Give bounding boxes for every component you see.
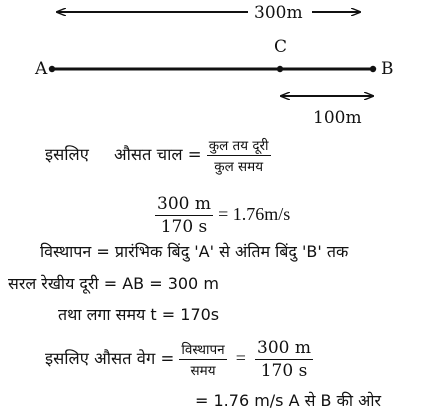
avg-speed-prefix: इसलिए (45, 145, 89, 164)
top-distance-label: 300m (254, 3, 303, 23)
avg-velocity-prefix: इसलिए औसत वेग = (45, 349, 175, 368)
speed-fraction (155, 194, 213, 237)
point-a-label: A (35, 59, 48, 79)
avg-velocity-formula (45, 338, 313, 381)
displacement-line-1: विस्थापन = प्रारंभिक बिंदु 'A' से अंतिम बिंदु 'B' तक (40, 242, 349, 261)
avg-speed-fraction (207, 136, 271, 175)
velocity-numerator-value: 300 m (257, 338, 312, 358)
point-b-label: B (381, 59, 394, 79)
point-c-label: C (274, 37, 288, 57)
speed-calculation (155, 194, 290, 237)
point-c-dot (277, 66, 283, 72)
velocity-fraction-values (255, 338, 313, 381)
avg-speed-denominator: कुल समय (214, 159, 264, 175)
speed-denominator: 170 s (160, 217, 208, 237)
velocity-numerator-word: विस्थापन (181, 342, 225, 358)
point-a-dot (49, 66, 55, 72)
avg-speed-formula (45, 136, 271, 175)
time-taken-line: तथा लगा समय t = 170s (58, 305, 220, 324)
velocity-denominator-value: 170 s (260, 361, 308, 381)
avg-speed-term: औसत चाल = (113, 145, 202, 164)
distance-diagram (0, 0, 432, 130)
bottom-distance-label: 100m (313, 108, 362, 128)
velocity-denominator-word: समय (190, 363, 216, 379)
avg-velocity-result: = 1.76 m/s A से B की ओर (195, 391, 382, 410)
speed-numerator: 300 m (157, 194, 211, 214)
displacement-line-2: सरल रेखीय दूरी = AB = 300 m (8, 274, 219, 293)
point-b-dot (370, 66, 376, 72)
avg-speed-numerator: कुल तय दूरी (208, 138, 269, 154)
velocity-equals: = (235, 348, 246, 368)
velocity-fraction-words (179, 340, 226, 379)
speed-result: = 1.76m/s (218, 204, 291, 224)
